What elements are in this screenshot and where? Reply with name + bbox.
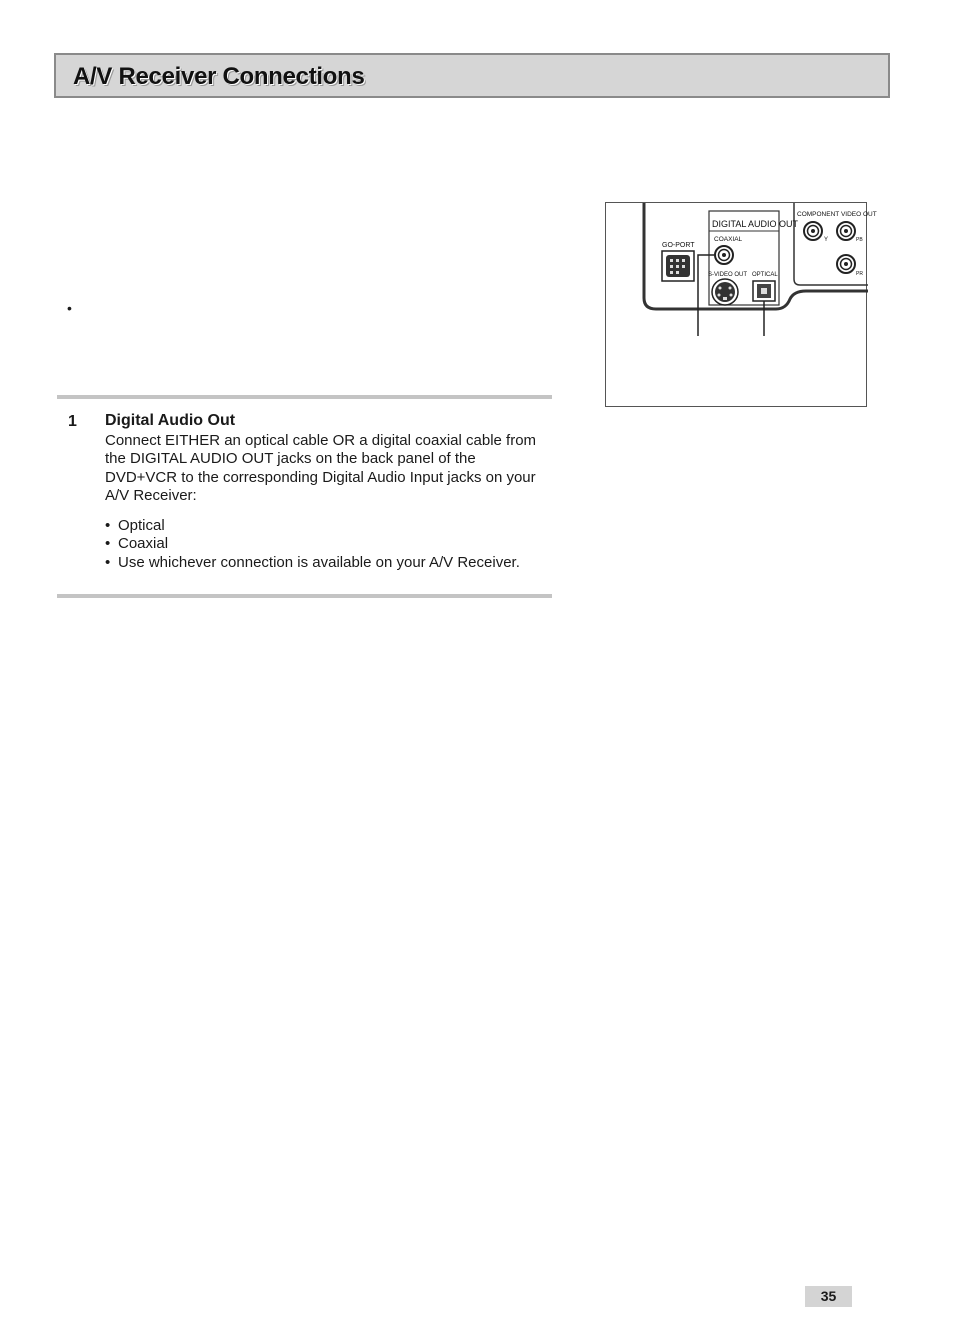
connection-list (105, 517, 548, 573)
optical-jack (753, 281, 775, 301)
coaxial-jack (715, 246, 733, 264)
digital-audio-out-label: DIGITAL AUDIO OUT (712, 219, 799, 229)
section-number: 1 (68, 413, 77, 430)
go-port-jack (662, 251, 694, 281)
coaxial-callout-line (698, 255, 714, 336)
page-number: 35 (805, 1286, 852, 1307)
list-item-text: Optical (118, 516, 165, 534)
component-y-jack (804, 222, 822, 240)
back-panel-illustration (605, 202, 877, 407)
component-video-out-label: COMPONENT VIDEO OUT (797, 211, 877, 218)
section-top-rule (57, 395, 552, 399)
list-item-text: Use whichever connection is available on your A/V Receiver. (118, 553, 520, 571)
section-bottom-rule (57, 594, 552, 598)
bullet-marker: • (105, 516, 111, 534)
page-title: A/V Receiver Connections (73, 63, 365, 90)
section-heading: Digital Audio Out (105, 412, 236, 429)
list-item (105, 535, 548, 554)
component-pb-jack (837, 222, 855, 240)
coaxial-label: COAXIAL (714, 236, 743, 243)
bullet-marker: • (105, 553, 111, 571)
s-video-jack (712, 279, 738, 305)
digital-audio-out-section (68, 412, 548, 572)
component-pr-label: PR (856, 271, 863, 277)
component-pb-label: PB (856, 237, 863, 243)
list-item-text: Coaxial (118, 535, 169, 552)
section-body: Connect EITHER an optical cable OR a digital coaxial cable from the DIGITAL AUDIO OUT jacks on the back panel of the DVD+VCR to the corresponding Digital Audio Input jacks on your A/V Receiver: (105, 431, 537, 504)
list-item (105, 517, 548, 536)
component-pr-jack (837, 255, 855, 273)
s-video-out-label: S-VIDEO OUT (708, 272, 748, 278)
go-port-label: GO-PORT (662, 242, 695, 249)
title-bar (54, 53, 890, 98)
back-panel-drawing (606, 203, 877, 408)
list-item (105, 554, 548, 573)
bullet-marker: • (105, 535, 111, 552)
optical-label: OPTICAL (752, 272, 778, 278)
stray-bullet: • (67, 300, 72, 316)
component-y-label: Y (824, 237, 829, 243)
